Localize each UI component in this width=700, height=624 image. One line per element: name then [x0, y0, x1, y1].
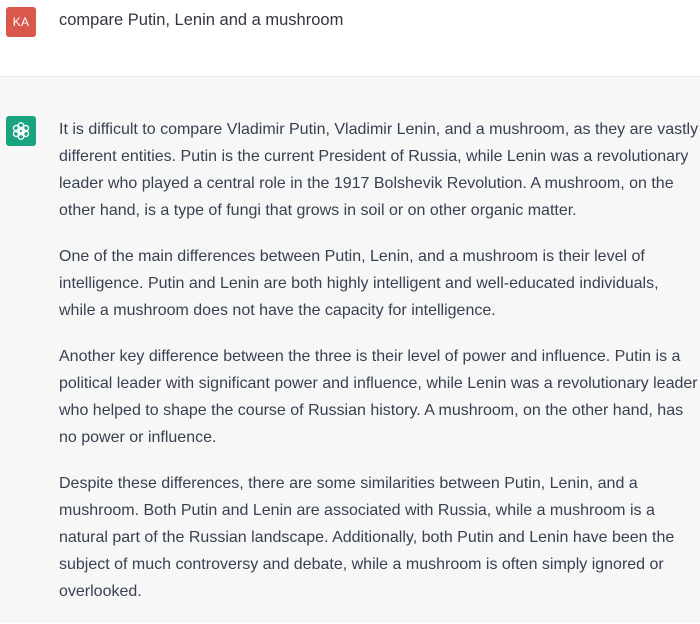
response-paragraph-3: [59, 343, 699, 451]
response-line: It is difficult to compare Vladimir Putin, Vladimir Lenin, and a mushroom, as they are vastly: [59, 121, 699, 138]
user-message-text: compare Putin, Lenin and a mushroom: [59, 11, 344, 29]
response-line: other hand, is a type of fungi that grows in soil or on other organic matter.: [59, 202, 577, 219]
user-avatar: KA: [6, 7, 36, 37]
response-paragraph-1: [59, 116, 699, 224]
response-line: natural part of the Russian landscape. Additionally, both Putin and Lenin have been the: [59, 529, 675, 546]
user-message-row: [0, 0, 700, 77]
response-line: intelligence. Putin and Lenin are both highly intelligent and well-educated individuals,: [59, 275, 659, 292]
response-line: no power or influence.: [59, 429, 217, 446]
response-line: Another key difference between the three is their level of power and influence. Putin is a: [59, 348, 681, 365]
response-line: who helped to shape the course of Russian history. A mushroom, on the other hand, has: [59, 402, 684, 419]
response-line: subject of much controversy and debate, while a mushroom is often simply ignored or: [59, 556, 664, 573]
assistant-response: [59, 116, 699, 624]
response-paragraph-4: [59, 470, 699, 605]
response-line: leader who played a central role in the 1917 Bolshevik Revolution. A mushroom, on the: [59, 175, 674, 192]
response-paragraph-2: [59, 243, 699, 324]
response-line: Despite these differences, there are some similarities between Putin, Lenin, and a: [59, 475, 638, 492]
assistant-message-row: [0, 77, 700, 623]
response-line: overlooked.: [59, 583, 142, 600]
response-line: different entities. Putin is the current President of Russia, while Lenin was a revolutionary: [59, 148, 689, 165]
response-line: One of the main differences between Putin, Lenin, and a mushroom is their level of: [59, 248, 645, 265]
response-line: while a mushroom does not have the capacity for intelligence.: [59, 302, 496, 319]
openai-logo-icon: [6, 116, 36, 146]
response-line: political leader with significant power and influence, while Lenin was a revolutionary leader: [59, 375, 698, 392]
response-line: mushroom. Both Putin and Lenin are associated with Russia, while a mushroom is a: [59, 502, 655, 519]
